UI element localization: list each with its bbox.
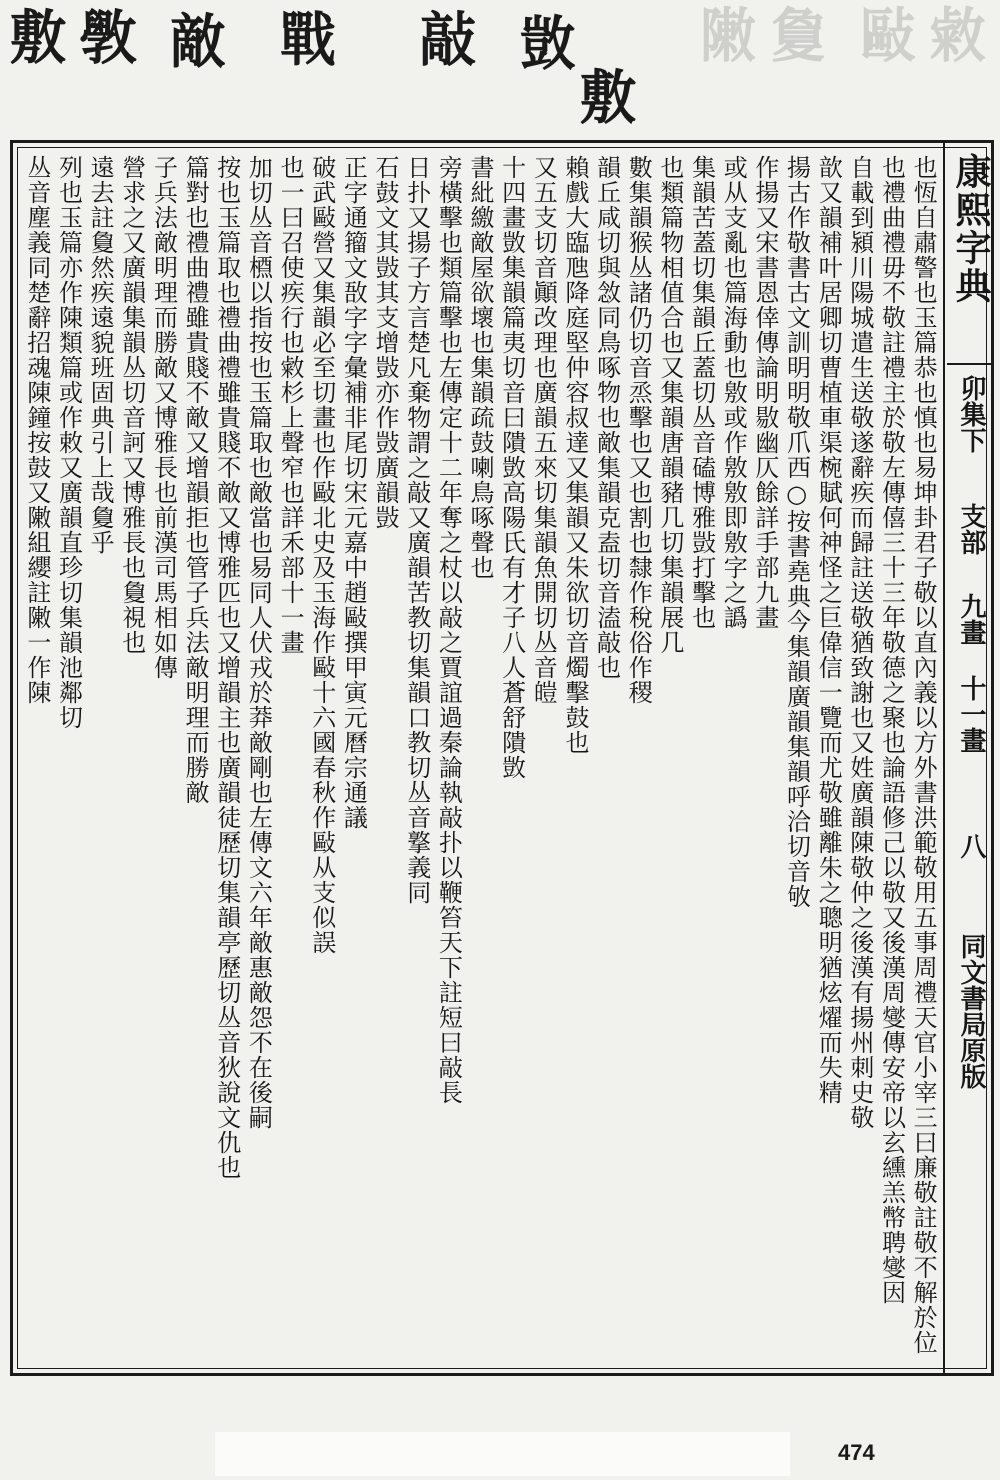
text-column: 遠去註敻然疾遠貌班固典引上哉敻乎 — [86, 155, 115, 555]
text-column: 破武敺營又集韻必至切畫也作敺北史及玉海作敺十六國春秋作敺从支似誤 — [307, 155, 336, 955]
text-column: 也一曰召使疾行也敹杉上聲窄也詳禾部十一畫 — [276, 155, 305, 655]
seal-glyph: 敲 — [420, 5, 478, 75]
text-column: 丛音塵義同楚辭招魂陳鐘按鼓又敶組纓註敶一作陳 — [22, 155, 51, 705]
text-column: 自載到潁川陽城遣生送敬遂辭疾而歸註送敬猶致謝也又姓廣韻陳敬仲之後漢有揚州刺史敬 — [845, 155, 874, 1130]
text-column: 營求之又廣韻集韻丛切音訶又博雅長也敻視也 — [117, 155, 146, 655]
radical-label: 支部 — [956, 503, 986, 555]
seal-glyph: 敺 — [860, 1, 918, 71]
text-column: 揚古作敬書古文訓明明敬爪西○按書堯典今集韻廣韻集韻呼洽切音敂 — [782, 155, 811, 909]
text-column: 作揚又宋書恩倖傳論明敭幽仄餘詳手部九畫 — [750, 155, 779, 630]
text-column: 十四畫敳集韻篇夷切音曰隤敳高陽氏有才子八人蒼舒隤敳 — [497, 155, 526, 780]
text-column: 賴戲大臨虺降庭堅仲容叔達又集韻又朱欲切音燭擊鼓也 — [560, 155, 589, 755]
side-strip — [947, 143, 991, 1373]
publisher-label: 同文書局原版 — [956, 933, 986, 1089]
text-column: 石鼓文其敱其支增敱亦作敱廣韻敱 — [371, 155, 400, 530]
text-column: 篇對也禮曲禮雖貴賤不敵又增韻拒也管子兵法敵明理而勝敵 — [181, 155, 210, 805]
text-column: 或从支亂也篇海動也敫或作敫敫即敫字之譌 — [719, 155, 748, 630]
seal-glyph: 敶 — [700, 1, 758, 71]
side-divider — [943, 143, 945, 1373]
seal-glyph: 敷 — [10, 3, 68, 73]
seal-glyph: 斆 — [80, 3, 138, 73]
seal-glyph: 敷 — [580, 63, 638, 133]
text-column: 按也玉篇取也禮曲禮雖貴賤不敵又博雅匹也又增韻主也廣韻徒歷切集韻亭歷切丛音狄說文仇也 — [212, 155, 241, 1180]
text-column: 旁橫擊也類篇擊也左傳定十二年奪之杖以敲之賈誼過秦論執敲扑以鞭笞天下註短曰敲長 — [434, 155, 463, 1105]
text-column: 集韻苦蓋切集韻丘蓋切丛音磕博雅敱打擊也 — [687, 155, 716, 630]
text-column: 正字通籀文敔字字彙補非尾切宋元嘉中趙敺撰甲寅元曆宗通議 — [339, 155, 368, 830]
side-separator — [947, 363, 991, 365]
seal-glyph: 敳 — [520, 9, 578, 79]
text-column: 也類篇物相值合也又集韻唐韻豬几切集韻展几 — [655, 155, 684, 655]
page-label: 八 — [956, 833, 986, 859]
dictionary-body — [21, 151, 939, 1369]
stroke-label: 九畫 十一畫 — [956, 593, 986, 753]
page-number: 474 — [838, 1440, 875, 1465]
seal-glyph: 敻 — [770, 1, 828, 71]
book-title: 康熙字典 — [950, 153, 992, 305]
volume-label: 卯集下 — [956, 375, 986, 453]
text-column: 書紕繳敵屋欲壞也集韻疏鼓喇鳥啄聲也 — [466, 155, 494, 580]
text-column: 韻丘咸切與敜同鳥啄物也敵集韻克盍切音溘敲也 — [592, 155, 621, 680]
text-column: 數集韻猴丛諸仍切音烝擊也又也割也隸作稅俗作稷 — [624, 155, 653, 705]
seal-script-banner — [0, 0, 1000, 140]
text-column: 加切丛音槱以指按也玉篇取也敵當也易同人伏戎於莽敵剛也左傳文六年敵惠敵怨不在後嗣 — [244, 155, 273, 1130]
seal-glyph: 敵 — [170, 7, 228, 77]
bottom-margin-strip — [215, 1432, 790, 1476]
text-column: 也禮曲禮毋不敬註禮主於敬左傳僖三十三年敬德之聚也論語修己以敬又後漢周燮傳安帝以玄纁羔幣聘燮因 — [877, 155, 906, 1305]
text-column: 又五支切音顚改理也廣韻五來切集韻魚開切丛音皚 — [529, 155, 558, 705]
text-column: 歆又韻補叶居卿切曹植車渠椀賦何神怪之巨偉信一覽而尤敬雖離朱之聰明猶炫燿而失精 — [814, 155, 843, 1105]
text-column: 列也玉篇亦作陳類篇或作敕又廣韻直珍切集韻池鄰切 — [54, 155, 83, 730]
seal-glyph: 戰 — [280, 5, 338, 75]
text-column: 日扑又揚子方言楚凡棄物謂之敲又廣韻苦教切集韻口教切丛音撉義同 — [402, 155, 431, 905]
text-column: 子兵法敵明理而勝敵又博雅長也前漢司馬相如傳 — [149, 155, 178, 680]
seal-glyph: 敹 — [930, 1, 988, 71]
text-column: 也恆自肅警也玉篇恭也慎也易坤卦君子敬以直內義以方外書洪範敬用五事周禮天官小宰三曰廉敬註敬不解於位 — [909, 155, 938, 1355]
page-frame — [10, 140, 994, 1376]
